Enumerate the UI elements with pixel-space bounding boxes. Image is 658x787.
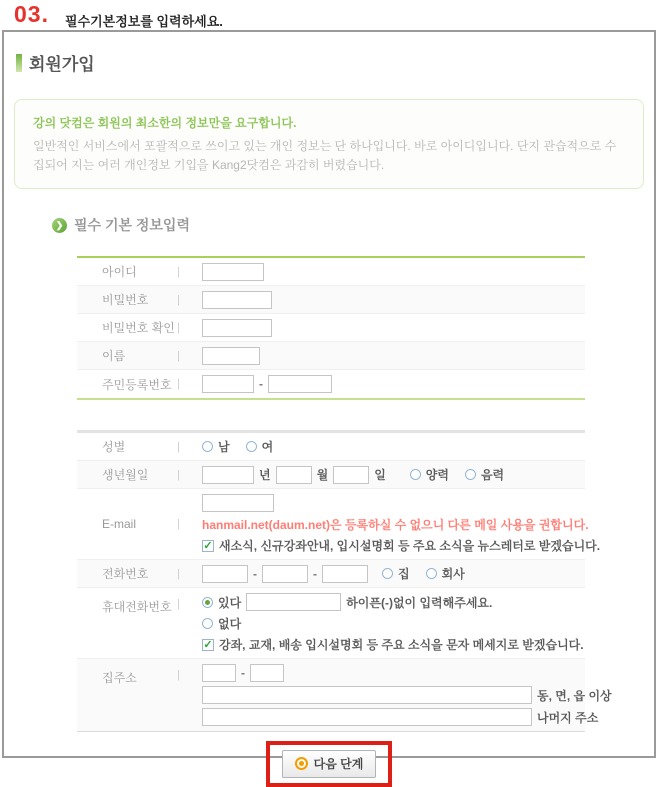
column-divider: | <box>177 378 180 390</box>
column-divider: | <box>177 293 180 306</box>
table-row <box>77 370 585 398</box>
rrn-label: 주민등록번호 <box>102 377 172 392</box>
table-row <box>77 286 585 314</box>
birth-label: 생년월일 <box>102 468 149 482</box>
radio-lunar[interactable] <box>465 469 476 480</box>
step-header <box>0 0 658 30</box>
table-row <box>77 659 612 731</box>
female-option-label: 여 <box>261 440 274 454</box>
mobile-yes-label: 있다 <box>218 595 242 610</box>
gender-label: 성별 <box>102 440 126 454</box>
zip-2-input[interactable] <box>250 664 284 682</box>
table-row <box>77 258 585 286</box>
basic-info-table <box>77 256 585 400</box>
dash-separator: - <box>253 566 257 581</box>
rrn-back-input[interactable] <box>268 375 332 393</box>
notice-headline: 강의 닷컴은 회원의 최소한의 정보만을 요구합니다. <box>33 116 297 130</box>
notice-body: 일반적인 서비스에서 포괄적으로 쓰이고 있는 개인 정보는 단 하나입니다. 바로 아이디입니다. 단지 관습적으로 수집되어 지는 여러 개인정보 기입을 Kang2닷컴은 과감히 버렸습니다. <box>33 139 617 172</box>
page-title-text: 회원가입 <box>29 55 95 74</box>
phone-1-input[interactable] <box>202 565 248 583</box>
radio-solar[interactable] <box>410 469 421 480</box>
title-bar-icon <box>16 54 22 72</box>
address-line2-suffix: 나머지 주소 <box>537 710 599 725</box>
newsletter-label: 새소식, 신규강좌안내, 입시설명회 등 주요 소식을 뉴스레터로 받겠습니다. <box>219 539 601 553</box>
radio-mobile-yes[interactable] <box>202 597 213 608</box>
table-row <box>77 461 585 489</box>
phone-label: 전화번호 <box>102 567 149 581</box>
table-row <box>77 433 585 461</box>
email-input[interactable] <box>202 494 274 512</box>
birth-year-input[interactable] <box>202 466 254 484</box>
password-input[interactable] <box>202 291 272 309</box>
id-label: 아이디 <box>102 265 137 279</box>
rrn-front-input[interactable] <box>202 375 254 393</box>
notice-box <box>14 99 644 189</box>
home-option-label: 집 <box>398 567 410 581</box>
mobile-label: 휴대전화번호 <box>102 600 172 614</box>
email-warning: hanmail.net(daum.net)은 등록하실 수 없으니 다른 메일 사용을 권합니다. <box>202 518 589 532</box>
column-divider: | <box>177 598 180 610</box>
step-instruction: 필수기본정보를 입력하세요. <box>64 14 223 29</box>
birth-month-input[interactable] <box>276 466 312 484</box>
year-suffix: 년 <box>259 468 271 482</box>
column-divider: | <box>177 349 180 362</box>
next-step-label: 다음 단계 <box>313 757 364 771</box>
section-title: 필수 기본 정보입력 <box>74 217 190 233</box>
dash-separator: - <box>259 377 263 391</box>
name-label: 이름 <box>102 349 126 363</box>
password-confirm-input[interactable] <box>202 319 272 337</box>
solar-option-label: 양력 <box>425 468 449 482</box>
address-label: 집주소 <box>102 671 137 685</box>
page-title <box>16 50 654 75</box>
sms-checkbox[interactable]: ✓ <box>203 638 213 651</box>
column-divider: | <box>177 518 180 530</box>
address-line2-input[interactable] <box>202 708 532 726</box>
bullet-target-icon <box>295 757 308 770</box>
table-row <box>77 489 601 560</box>
month-suffix: 월 <box>316 468 329 482</box>
password-label: 비밀번호 <box>102 293 149 307</box>
birth-day-input[interactable] <box>333 466 369 484</box>
office-option-label: 회사 <box>441 567 465 581</box>
section-header <box>52 215 654 235</box>
column-divider: | <box>177 440 180 453</box>
arrow-circle-icon: ❯ <box>52 218 67 233</box>
name-input[interactable] <box>202 347 260 365</box>
address-line1-suffix: 동, 면, 읍 이상 <box>537 688 612 703</box>
step-number: 03. <box>14 1 49 27</box>
dash-separator: - <box>241 666 245 680</box>
column-divider: | <box>177 468 180 481</box>
radio-male[interactable] <box>202 441 213 452</box>
phone-2-input[interactable] <box>262 565 308 583</box>
column-divider: | <box>177 265 180 278</box>
table-row <box>77 588 585 659</box>
day-suffix: 일 <box>374 468 386 482</box>
table-row <box>77 560 585 588</box>
mobile-hint: 하이픈(-)없이 입력해주세요. <box>346 595 493 610</box>
column-divider: | <box>177 669 180 681</box>
detail-info-table <box>77 430 612 732</box>
signup-panel <box>2 30 656 771</box>
lunar-option-label: 음력 <box>480 468 505 482</box>
address-line1-input[interactable] <box>202 686 532 704</box>
radio-phone-office[interactable] <box>426 568 437 579</box>
email-label: E-mail <box>102 517 137 531</box>
footer-actions <box>4 741 654 787</box>
radio-phone-home[interactable] <box>382 568 393 579</box>
male-option-label: 남 <box>218 440 230 454</box>
column-divider: | <box>177 567 180 580</box>
id-input[interactable] <box>202 263 264 281</box>
phone-3-input[interactable] <box>322 565 368 583</box>
column-divider: | <box>177 321 180 334</box>
zip-1-input[interactable] <box>202 664 236 682</box>
newsletter-checkbox[interactable]: ✓ <box>203 539 213 552</box>
mobile-no-label: 없다 <box>218 617 242 631</box>
table-row <box>77 314 585 342</box>
sms-label: 강좌, 교재, 배송 입시설명회 등 주요 소식을 문자 메세지로 받겠습니다. <box>219 638 584 652</box>
mobile-number-input[interactable] <box>246 593 341 611</box>
highlight-box <box>266 741 393 787</box>
password-confirm-label: 비밀번호 확인 <box>102 321 175 335</box>
table-row <box>77 342 585 370</box>
dash-separator: - <box>313 566 317 581</box>
radio-female[interactable] <box>246 441 257 452</box>
next-step-button[interactable] <box>282 750 377 778</box>
radio-mobile-no[interactable] <box>202 618 213 629</box>
